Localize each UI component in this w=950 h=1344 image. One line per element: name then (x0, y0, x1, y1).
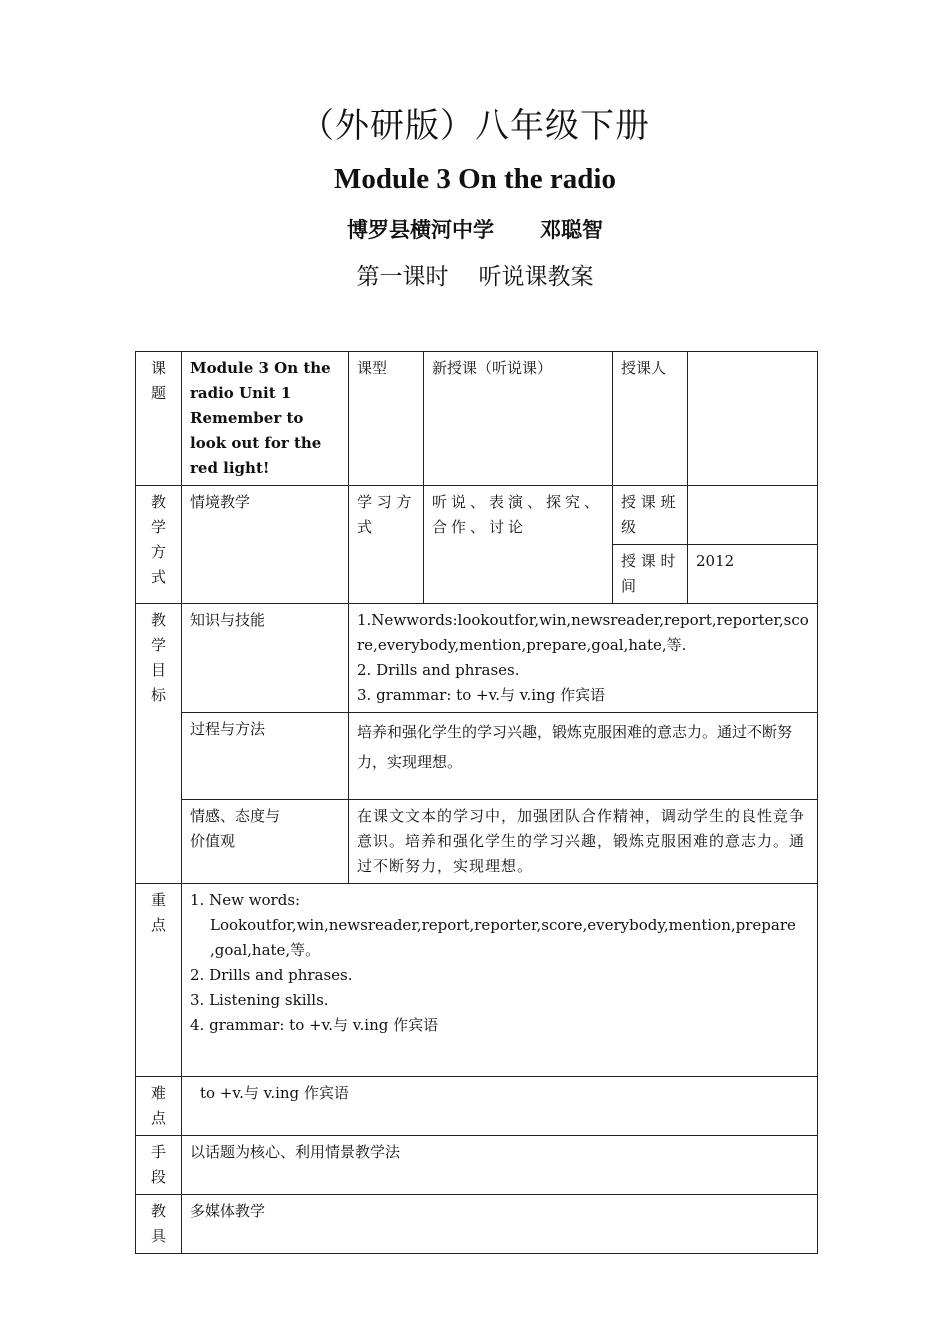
process-label: 过程与方法 (182, 713, 349, 800)
table-row (136, 800, 818, 884)
key-points-value (182, 884, 818, 1077)
means-label: 手 段 (136, 1136, 182, 1195)
class-label: 授 课 班 级 (613, 486, 688, 545)
key-points-label: 重 点 (136, 884, 182, 1077)
knowledge-value: 1.Newwords:lookoutfor,win,newsreader,report,reporter,score,everybody,mention,prepare,goal,hate,等. 2. Drills and phrases. 3. grammar: to +v.与 v.ing 作宾语 (349, 604, 818, 713)
key-point-line: 3. Listening skills. (190, 991, 329, 1009)
table-row (136, 352, 818, 486)
difficult-label: 难 点 (136, 1077, 182, 1136)
method-label: 教 学 方 式 (136, 486, 182, 604)
lesson-type: 听说课教案 (478, 264, 594, 290)
key-point-line: 2. Drills and phrases. (190, 966, 353, 984)
key-point-line: 4. grammar: to +v.与 v.ing 作宾语 (190, 1016, 439, 1034)
emotion-value: 在课文文本的学习中，加强团队合作精神，调动学生的良性竞争意识。培养和强化学生的学习兴趣，锻炼克服困难的意志力。通过不断努力，实现理想。 (349, 800, 818, 884)
table-row (136, 1195, 818, 1254)
method-value: 情境教学 (182, 486, 349, 604)
means-value: 以话题为核心、利用情景教学法 (182, 1136, 818, 1195)
table-row (136, 486, 818, 545)
lesson-plan-table (135, 351, 818, 1254)
teacher-name: 邓聪智 (540, 218, 603, 242)
knowledge-label: 知识与技能 (182, 604, 349, 713)
lesson-type-value: 新授课（听说课） (424, 352, 613, 486)
time-label: 授 课 时 间 (613, 545, 688, 604)
teacher-label: 授课人 (613, 352, 688, 486)
process-value: 培养和强化学生的学习兴趣，锻炼克服困难的意志力。通过不断努力，实现理想。 (349, 713, 818, 800)
emotion-label: 情感、态度与 价值观 (182, 800, 349, 884)
table-row (136, 1077, 818, 1136)
class-value (688, 486, 818, 545)
tools-value: 多媒体教学 (182, 1195, 818, 1254)
objectives-label: 教 学 目 标 (136, 604, 182, 884)
school-name: 博罗县横河中学 (347, 218, 494, 242)
table-row (136, 604, 818, 713)
lesson-line (0, 258, 950, 291)
key-point-line: 1. New words: (190, 891, 301, 909)
time-value: 2012 (688, 545, 818, 604)
study-method-label: 学 习 方 式 (349, 486, 424, 604)
lesson-type-label: 课型 (349, 352, 424, 486)
lesson-number: 第一课时 (356, 264, 449, 290)
difficult-value: to +v.与 v.ing 作宾语 (182, 1077, 818, 1136)
document-title: （外研版）八年级下册 (300, 106, 650, 146)
author-line (0, 214, 950, 244)
topic-label: 课 题 (136, 352, 182, 486)
study-method-value: 听说、表演、探究、合作、讨论 (424, 486, 613, 604)
topic-value: Module 3 On the radio Unit 1 Remember to look out for the red light! (182, 352, 349, 486)
module-title: Module 3 On the radio (334, 163, 616, 195)
table-row (136, 1136, 818, 1195)
table-row (136, 713, 818, 800)
key-point-line: Lookoutfor,win,newsreader,report,reporter,score,everybody,mention,prepare (210, 916, 796, 934)
teacher-value (688, 352, 818, 486)
table-row (136, 884, 818, 1077)
tools-label: 教 具 (136, 1195, 182, 1254)
key-point-line: ,goal,hate,等。 (210, 941, 321, 959)
